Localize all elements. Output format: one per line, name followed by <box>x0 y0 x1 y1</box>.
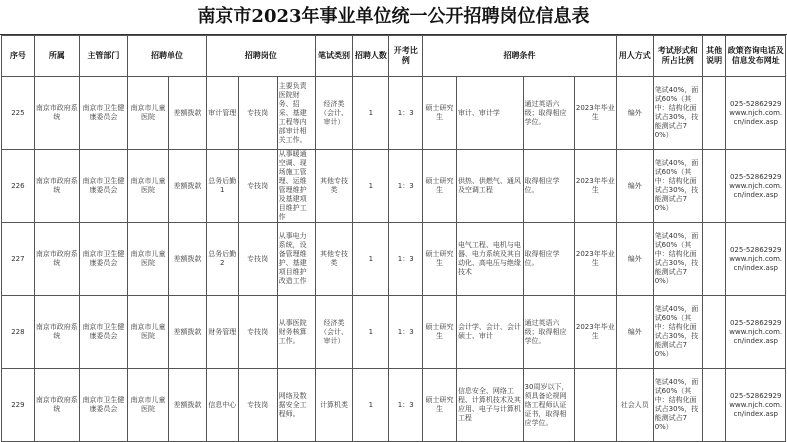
cell-desc-text: 网络及数据安全工程师。 <box>278 391 307 418</box>
cell-degree: 硕士研究生 <box>423 296 457 369</box>
table-row <box>2 223 786 296</box>
cell-exam-type: 其他专技类 <box>315 150 353 223</box>
cell-req: 通过英语六级；取得相应学位。 <box>523 296 574 369</box>
cell-grad: 2023年毕业生 <box>574 223 616 296</box>
cell-contact: 025-52862929 www.njch.com.cn/index.asp <box>726 296 786 369</box>
header-other: 其他说明 <box>702 36 726 77</box>
cell-ratio: 1：3 <box>389 150 423 223</box>
cell-exam-form: 笔试40%，面试60%（其中：结构化面试占30%，技能测试占70%） <box>653 223 702 296</box>
cell-other <box>702 223 726 296</box>
table-title: 南京市2023年事业单位统一公开招聘岗位信息表 <box>0 0 787 35</box>
header-conditions: 招聘条件 <box>423 36 617 77</box>
cell-employ: 编外 <box>616 150 653 223</box>
cell-fund: 差额拨款 <box>169 77 207 150</box>
cell-pos-name: 信息中心 <box>206 369 238 442</box>
cell-req: 30周岁以下，须具备论规网络工程师认证证书，取得相应学位。 <box>523 369 574 442</box>
cell-fund: 差额拨款 <box>169 369 207 442</box>
cell-grad: 2023年毕业生 <box>574 77 616 150</box>
cell-other <box>702 296 726 369</box>
cell-ratio: 1：3 <box>389 369 423 442</box>
cell-fund: 差额拨款 <box>169 296 207 369</box>
cell-contact: 025-52862929 www.njch.com.cn/index.asp <box>726 77 786 150</box>
cell-grad <box>574 369 616 442</box>
recruitment-table <box>1 35 786 442</box>
cell-pos-type: 专技岗 <box>238 77 277 150</box>
header-contact: 政策咨询电话及信息发布网址 <box>726 36 786 77</box>
cell-major: 电气工程、电机与电器、电力系统及其自动化、高电压与绝缘技术 <box>456 223 523 296</box>
cell-exam-form: 笔试40%，面试60%（其中：结构化面试占30%，技能测试占70%） <box>653 296 702 369</box>
cell-desc-text: 从事医院财务核算工作。 <box>278 318 307 345</box>
cell-major: 供热、供燃气、通风及空调工程 <box>456 150 523 223</box>
cell-exam-type: 经济类（会计、审计） <box>315 296 353 369</box>
cell-grad: 2023年毕业生 <box>574 150 616 223</box>
cell-desc <box>277 296 315 369</box>
cell-dept: 南京市卫生健康委员会 <box>79 77 127 150</box>
header-count: 招聘人数 <box>353 36 389 77</box>
cell-exam-form: 笔试40%，面试60%（其中：结构化面试占30%，技能测试占70%） <box>653 369 702 442</box>
cell-employ: 编外 <box>616 77 653 150</box>
cell-req: 通过英语六级；取得相应学位。 <box>523 77 574 150</box>
cell-degree: 硕士研究生 <box>423 223 457 296</box>
cell-count: 1 <box>353 369 389 442</box>
cell-exam-type: 经济类（会计、审计） <box>315 77 353 150</box>
cell-exam-type: 其他专技类 <box>315 223 353 296</box>
cell-employ: 编外 <box>616 223 653 296</box>
header-exam-form: 考试形式和所占比例 <box>653 36 702 77</box>
cell-desc-text: 主要负责医院财务、招采、基建工程等内部审计相关工作。 <box>278 81 307 144</box>
cell-other <box>702 369 726 442</box>
cell-dept: 南京市卫生健康委员会 <box>79 296 127 369</box>
cell-seq: 228 <box>2 296 35 369</box>
cell-pos-name: 总务后勤2 <box>206 223 238 296</box>
cell-fund: 差额拨款 <box>169 150 207 223</box>
cell-contact: 025-52862929 www.njch.com.cn/index.asp <box>726 223 786 296</box>
cell-degree: 硕士研究生 <box>423 77 457 150</box>
header-seq: 序号 <box>2 36 35 77</box>
cell-seq: 225 <box>2 77 35 150</box>
table-row <box>2 77 786 150</box>
header-dept: 主管部门 <box>79 36 127 77</box>
cell-ratio: 1：3 <box>389 296 423 369</box>
cell-unit: 南京市儿童医院 <box>128 296 169 369</box>
cell-dept: 南京市卫生健康委员会 <box>79 223 127 296</box>
cell-pos-type: 专技岗 <box>238 369 277 442</box>
cell-unit: 南京市儿童医院 <box>128 223 169 296</box>
table-row <box>2 150 786 223</box>
header-position: 招聘岗位 <box>206 36 315 77</box>
cell-exam-form: 笔试40%，面试60%（其中：结构化面试占30%，技能测试占70%） <box>653 150 702 223</box>
cell-degree: 硕士研究生 <box>423 150 457 223</box>
cell-belong: 南京市政府系统 <box>34 223 79 296</box>
cell-unit: 南京市儿童医院 <box>128 77 169 150</box>
cell-fund: 差额拨款 <box>169 223 207 296</box>
table-row <box>2 296 786 369</box>
cell-desc-text: 从事电力系统，设备管理维护、基建项目维护改造工作 <box>278 232 307 285</box>
cell-pos-type: 专技岗 <box>238 150 277 223</box>
cell-belong: 南京市政府系统 <box>34 296 79 369</box>
cell-major: 信息安全、网络工程、计算机技术及其应用、电子与计算机工程 <box>456 369 523 442</box>
table-row <box>2 369 786 442</box>
cell-seq: 226 <box>2 150 35 223</box>
cell-major: 审计、审计学 <box>456 77 523 150</box>
header-exam-type: 笔试类别 <box>315 36 353 77</box>
cell-ratio: 1：3 <box>389 223 423 296</box>
cell-other <box>702 150 726 223</box>
cell-count: 1 <box>353 77 389 150</box>
cell-unit: 南京市儿童医院 <box>128 369 169 442</box>
cell-dept: 南京市卫生健康委员会 <box>79 150 127 223</box>
cell-major: 会计学、会计、会计硕士、审计 <box>456 296 523 369</box>
cell-exam-type: 计算机类 <box>315 369 353 442</box>
cell-req: 取得相应学位。 <box>523 150 574 223</box>
cell-pos-type: 专技岗 <box>238 223 277 296</box>
cell-count: 1 <box>353 150 389 223</box>
header-belong: 所属 <box>34 36 79 77</box>
cell-contact: 025-52862929 www.njch.com.cn/index.asp <box>726 369 786 442</box>
cell-pos-name: 总务后勤1 <box>206 150 238 223</box>
cell-req: 取得相应学位。 <box>523 223 574 296</box>
cell-dept: 南京市卫生健康委员会 <box>79 369 127 442</box>
cell-other <box>702 77 726 150</box>
cell-pos-name: 财务管理 <box>206 296 238 369</box>
cell-belong: 南京市政府系统 <box>34 77 79 150</box>
cell-desc <box>277 369 315 442</box>
cell-belong: 南京市政府系统 <box>34 150 79 223</box>
cell-belong: 南京市政府系统 <box>34 369 79 442</box>
cell-seq: 229 <box>2 369 35 442</box>
cell-seq: 227 <box>2 223 35 296</box>
cell-count: 1 <box>353 223 389 296</box>
cell-employ: 社会人员 <box>616 369 653 442</box>
header-ratio: 开考比例 <box>389 36 423 77</box>
cell-desc <box>277 223 315 296</box>
cell-employ: 编外 <box>616 296 653 369</box>
header-unit: 招聘单位 <box>128 36 207 77</box>
cell-pos-name: 审计管理 <box>206 77 238 150</box>
header-employ: 用人方式 <box>616 36 653 77</box>
cell-grad: 2023年毕业生 <box>574 296 616 369</box>
cell-pos-type: 专技岗 <box>238 296 277 369</box>
cell-desc <box>277 150 315 223</box>
header-row <box>2 36 786 77</box>
cell-ratio: 1：3 <box>389 77 423 150</box>
cell-count: 1 <box>353 296 389 369</box>
cell-desc <box>277 77 315 150</box>
cell-desc-text: 从事暖通空调、现场施工管理、运维管理维护及基建项目维护工作 <box>278 150 307 221</box>
cell-unit: 南京市儿童医院 <box>128 150 169 223</box>
cell-exam-form: 笔试40%，面试60%（其中：结构化面试占30%，技能测试占70%） <box>653 77 702 150</box>
cell-contact: 025-52862929 www.njch.com.cn/index.asp <box>726 150 786 223</box>
cell-degree: 硕士研究生 <box>423 369 457 442</box>
